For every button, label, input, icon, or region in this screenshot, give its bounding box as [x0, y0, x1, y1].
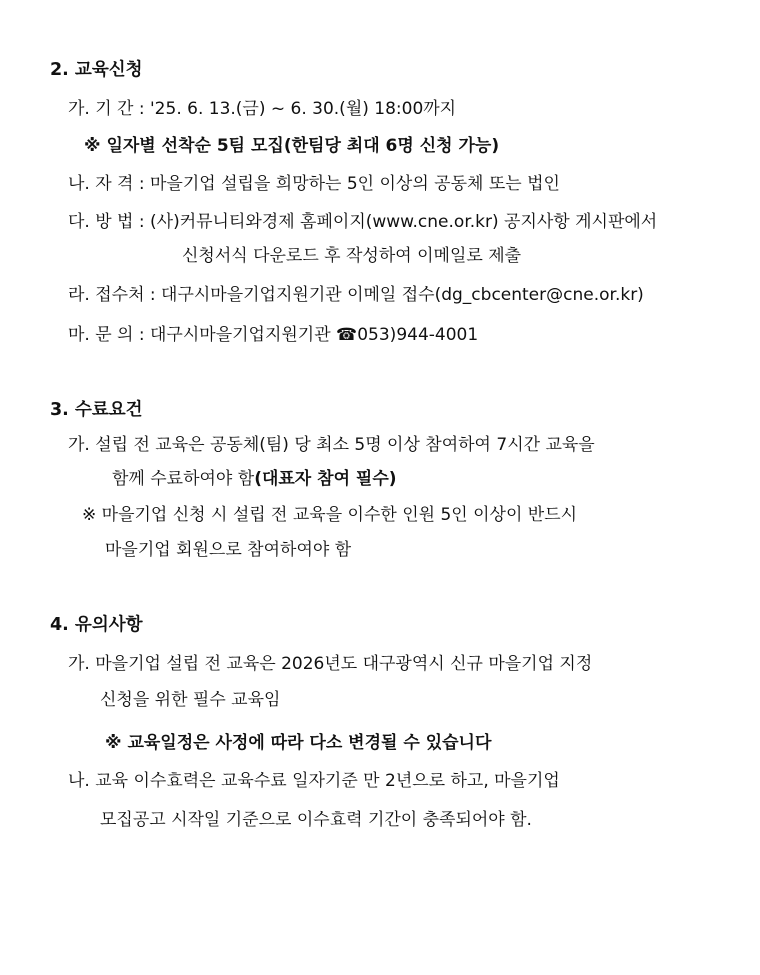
section-2-heading: 2. 교육신청: [50, 60, 143, 80]
method-line: 다. 방 법 : (사)커뮤니티와경제 홈페이지(www.cne.or.kr) 공지사항 게시판에서: [68, 212, 658, 232]
completion-line: 가. 설립 전 교육은 공동체(팀) 당 최소 5명 이상 참여하여 7시간 교육을: [68, 435, 595, 455]
validity-line: 나. 교육 이수효력은 교육수료 일자기준 만 2년으로 하고, 마을기업: [68, 771, 560, 791]
notice-line-cont: 신청을 위한 필수 교육임: [100, 690, 281, 710]
validity-line-cont: 모집공고 시작일 기준으로 이수효력 기간이 충족되어야 함.: [100, 810, 532, 830]
member-note-cont: 마을기업 회원으로 참여하여야 함: [105, 540, 352, 560]
section-4-heading: 4. 유의사항: [50, 615, 143, 635]
notice-line: 가. 마을기업 설립 전 교육은 2026년도 대구광역시 신규 마을기업 지정: [68, 654, 593, 674]
completion-text: 함께 수료하여야 함: [112, 469, 255, 489]
completion-line-cont: [112, 469, 397, 489]
member-note: ※ 마을기업 신청 시 설립 전 교육을 이수한 인원 5인 이상이 반드시: [82, 505, 578, 525]
reception-line: 라. 접수처 : 대구시마을기업지원기관 이메일 접수(dg_cbcenter@cne.or.kr): [68, 285, 644, 305]
schedule-change-note: ※ 교육일정은 사정에 따라 다소 변경될 수 있습니다: [105, 733, 492, 753]
recruit-note: ※ 일자별 선착순 5팀 모집(한팀당 최대 6명 신청 가능): [84, 136, 500, 156]
method-line-cont: 신청서식 다운로드 후 작성하여 이메일로 제출: [182, 246, 522, 266]
representative-required: (대표자 참여 필수): [254, 469, 397, 489]
eligibility-line: 나. 자 격 : 마을기업 설립을 희망하는 5인 이상의 공동체 또는 법인: [68, 174, 560, 194]
inquiry-line: 마. 문 의 : 대구시마을기업지원기관 ☎053)944-4001: [68, 325, 479, 345]
section-3-heading: 3. 수료요건: [50, 400, 143, 420]
period-line: 가. 기 간 : '25. 6. 13.(금) ~ 6. 30.(월) 18:00까지: [68, 99, 457, 119]
